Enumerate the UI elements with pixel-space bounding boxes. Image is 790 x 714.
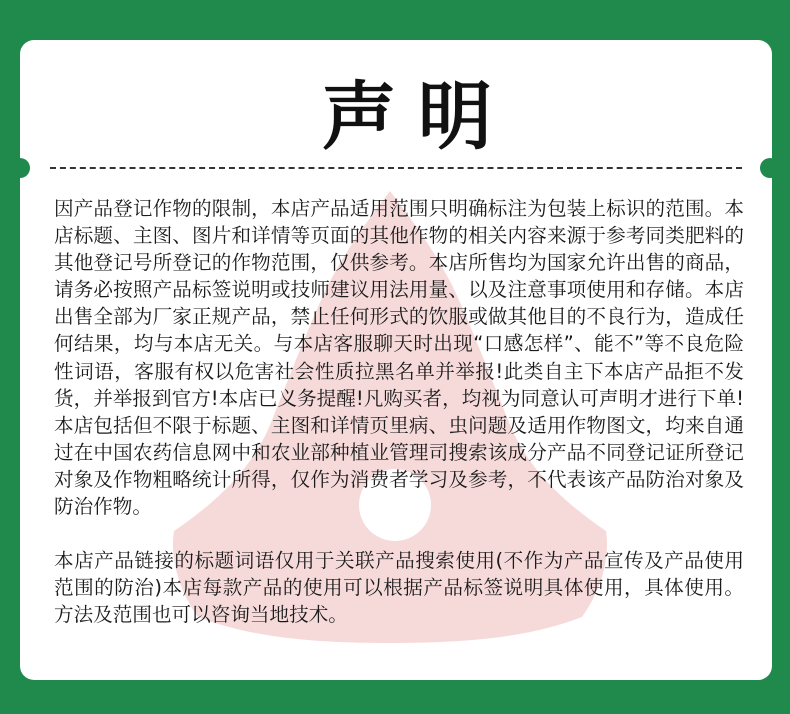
statement-card: [20, 40, 772, 680]
dashed-divider: [50, 167, 742, 169]
statement-paragraph-2: 本店产品链接的标题词语仅用于关联产品搜索使用(不作为产品宣传及产品使用范围的防治)本店每款产品的使用可以根据产品标签说明具体使用，具体使用。方法及范围也可以咨询当地技术。: [54, 549, 744, 627]
right-notch: [760, 158, 780, 178]
statement-body: [54, 195, 744, 628]
page-title: 声明: [322, 74, 514, 160]
left-notch: [10, 158, 30, 178]
statement-paragraph-1: 因产品登记作物的限制，本店产品适用范围只明确标注为包装上标识的范围。本店标题、主图、图片和详情等页面的其他作物的相关内容来源于参考同类肥料的其他登记号所登记的作物范围，仅供参考。本店所售均为国家允许出售的商品，请务必按照产品标签说明或技师建议用法用量、以及注意事项使用和存储。本店出售全部为厂家正规产品，禁止任何形式的饮服或做其他目的不良行为，造成任何结果，均与本店无关。与本店客服聊天时出现“口感怎样”、能不”等不良危险性词语，客服有权以危害社会性质拉黑名单并举报!此类自主下本店产品拒不发货，并举报到官方!本店已义务提醒!凡购买者，均视为同意认可声明才进行下单!本店包括但不限于标题、主图和详情页里病、虫问题及适用作物图文，均来自通过在中国农药信息网中和农业部种植业管理司搜索该成分产品不同登记证所登记对象及作物粗略统计所得，仅作为消费者学习及参考，不代表该产品防治对象及防治作物。: [54, 197, 744, 519]
